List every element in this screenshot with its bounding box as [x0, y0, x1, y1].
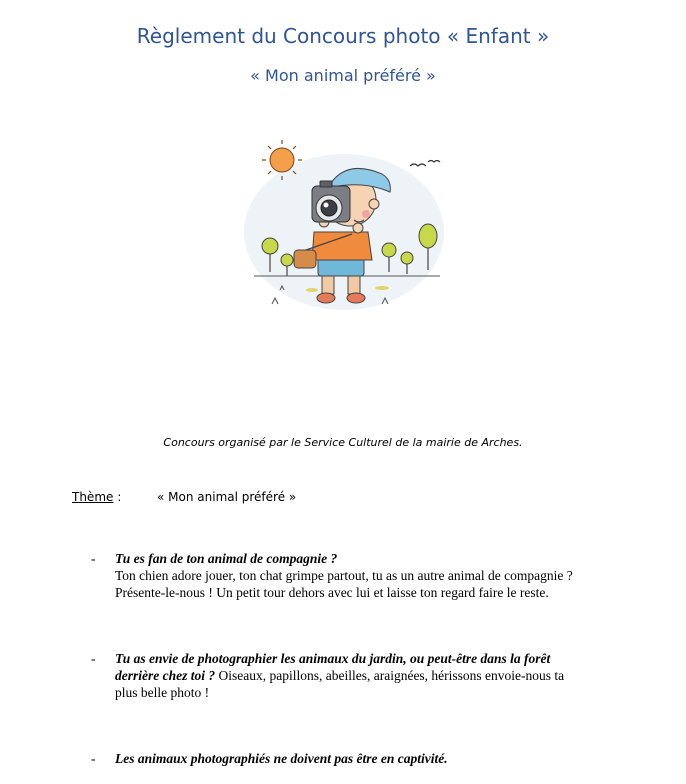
- list-item-text-line: [115, 667, 615, 684]
- list-bullet: -: [91, 751, 96, 766]
- list-item: [91, 750, 615, 767]
- list-item: [91, 650, 615, 701]
- bird-icon: [410, 164, 426, 166]
- document-title: Règlement du Concours photo « Enfant »: [136, 24, 550, 48]
- list-item-heading: derrière chez toi ?: [115, 668, 216, 683]
- document-subtitle: « Mon animal préféré »: [250, 66, 436, 85]
- theme-row: [72, 490, 297, 504]
- theme-value: « Mon animal préféré »: [157, 490, 297, 504]
- list-bullet: -: [91, 551, 96, 566]
- list-item: [91, 550, 615, 601]
- bird-icon: [428, 161, 440, 163]
- theme-label: Thème: [72, 490, 114, 504]
- organizer-note: Concours organisé par le Service Culturel de la mairie de Arches.: [163, 436, 523, 449]
- list-item-text: Ton chien adore jouer, ton chat grimpe partout, tu as un autre animal de compagnie ?: [115, 568, 573, 583]
- list-item-heading: Les animaux photographiés ne doivent pas être en captivité.: [115, 751, 448, 766]
- camera-icon: [312, 181, 350, 222]
- theme-colon: :: [117, 490, 122, 504]
- list-item-text: Oiseaux, papillons, abeilles, araignées, hérissons envoie-nous ta: [215, 668, 565, 683]
- child-photographer-illustration: [232, 132, 452, 322]
- list-item-text: plus belle photo !: [115, 685, 210, 700]
- list-item-heading: Tu as envie de photographier les animaux du jardin, ou peut-être dans la forêt: [115, 651, 551, 666]
- list-item-heading: Tu es fan de ton animal de compagnie ?: [115, 551, 338, 566]
- ground-patch: [375, 286, 389, 290]
- list-bullet: -: [91, 651, 96, 666]
- ground-patch: [306, 288, 318, 292]
- list-item-text: Présente-le-nous ! Un petit tour dehors avec lui et laisse ton regard faire le reste.: [115, 585, 549, 600]
